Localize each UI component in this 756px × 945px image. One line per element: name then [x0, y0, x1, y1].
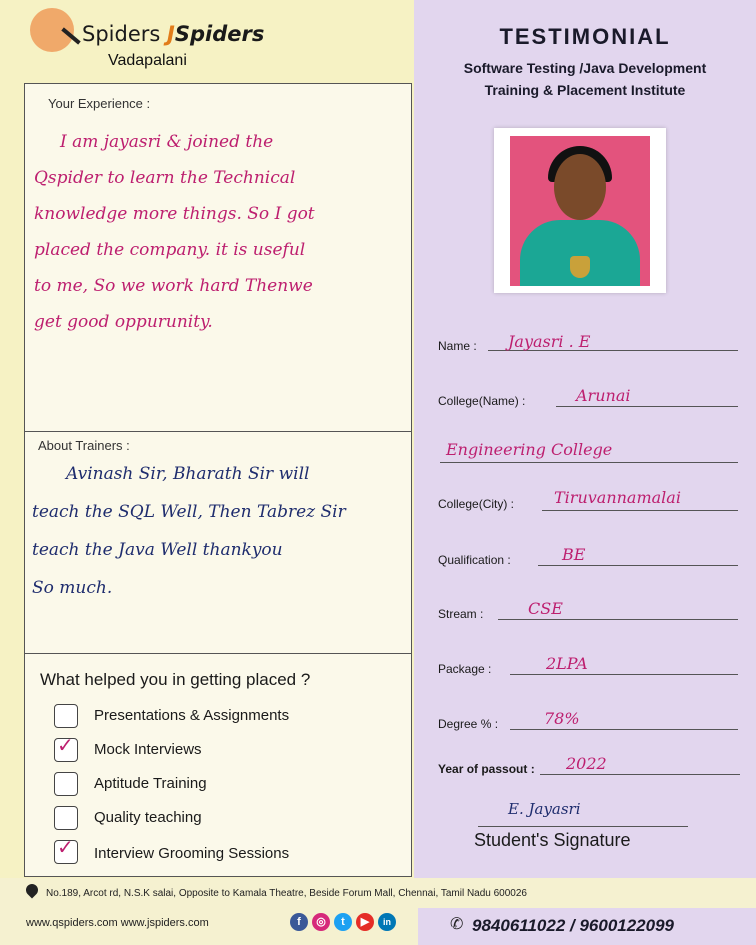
experience-line: placed the company. it is useful: [34, 240, 306, 260]
address-text: No.189, Arcot rd, N.S.K salai, Opposite to Kamala Theatre, Beside Forum Mall, Chennai, Tamil Nadu 600026: [46, 888, 527, 899]
check-mark-icon: ✓: [57, 835, 74, 859]
package-label: Package :: [438, 662, 492, 676]
photo-necklace: [570, 256, 590, 278]
passout-value: 2022: [566, 754, 607, 773]
instagram-icon[interactable]: ◎: [312, 913, 330, 931]
page-title: TESTIMONIAL: [499, 24, 671, 49]
student-photo: [494, 128, 666, 293]
qualification-label: Qualification :: [438, 553, 511, 567]
college-name-label: College(Name) :: [438, 394, 526, 408]
checkbox-grooming[interactable]: [54, 835, 78, 864]
college-city-underline: [542, 510, 738, 511]
experience-label: Your Experience :: [44, 96, 154, 111]
checkbox-mock-interviews[interactable]: [54, 733, 78, 762]
institute-line-2: Training & Placement Institute: [484, 82, 686, 98]
trainers-line: teach the SQL Well, Then Tabrez Sir: [32, 502, 346, 522]
experience-line: knowledge more things. So I got: [34, 204, 315, 224]
experience-line: to me, So we work hard Thenwe: [34, 276, 313, 296]
checkbox-quality-teaching[interactable]: [54, 806, 78, 830]
college-city-label: College(City) :: [438, 497, 515, 511]
signature-underline: [478, 826, 688, 827]
degree-label: Degree % :: [438, 717, 499, 731]
qualification-value: BE: [562, 545, 586, 564]
checkbox-presentations[interactable]: [54, 704, 78, 728]
qualification-underline: [538, 565, 738, 566]
package-underline: [510, 674, 738, 675]
linkedin-icon[interactable]: in: [378, 913, 396, 931]
signature-label: Student's Signature: [474, 830, 631, 850]
name-value: Jayasri . E: [508, 332, 591, 351]
photo-background: [510, 136, 650, 286]
jspiders-name: Spiders: [174, 22, 265, 46]
phone-numbers[interactable]: 9840611022 / 9600122099: [472, 916, 674, 935]
degree-underline: [510, 729, 738, 730]
stream-underline: [498, 619, 738, 620]
college-name-underline-2: [440, 462, 738, 463]
helped-question: What helped you in getting placed ?: [40, 670, 311, 689]
trainers-label: About Trainers :: [34, 438, 134, 453]
youtube-icon[interactable]: ▶: [356, 913, 374, 931]
option-label: Mock Interviews: [94, 741, 202, 758]
option-label: Aptitude Training: [94, 775, 207, 792]
experience-line: I am jayasri & joined the: [60, 132, 274, 152]
college-name-underline: [556, 406, 738, 407]
stream-label: Stream :: [438, 607, 484, 621]
checkbox-aptitude[interactable]: [54, 772, 78, 796]
trainers-line: Avinash Sir, Bharath Sir will: [66, 464, 310, 484]
passout-underline: [540, 774, 740, 775]
twitter-icon[interactable]: t: [334, 913, 352, 931]
websites-text: www.qspiders.com www.jspiders.com: [26, 917, 209, 929]
brand-name: [82, 22, 264, 46]
degree-value: 78%: [544, 709, 580, 728]
option-label: Presentations & Assignments: [94, 707, 290, 724]
passout-label: Year of passout :: [438, 762, 535, 776]
trainers-line: teach the Java Well thankyou: [32, 540, 283, 560]
phone-icon: ✆: [450, 916, 464, 933]
experience-line: Qspider to learn the Technical: [34, 168, 296, 188]
stream-value: CSE: [528, 599, 563, 618]
option-label: Interview Grooming Sessions: [94, 845, 290, 862]
package-value: 2LPA: [546, 654, 588, 673]
qspiders-logo-icon: [30, 8, 74, 52]
name-label: Name :: [438, 339, 477, 353]
qspiders-name: Spiders: [82, 22, 161, 46]
college-name-value: Arunai: [576, 386, 631, 405]
check-mark-icon: ✓: [57, 733, 74, 757]
option-label: Quality teaching: [94, 809, 202, 826]
experience-line: get good oppurunity.: [34, 312, 213, 332]
college-city-value: Tiruvannamalai: [554, 488, 681, 507]
jspiders-j-letter: J: [167, 22, 175, 46]
institute-line-1: Software Testing /Java Development: [463, 60, 707, 76]
college-name-value-2: Engineering College: [446, 440, 613, 459]
student-signature: E. Jayasri: [508, 800, 581, 818]
facebook-icon[interactable]: f: [290, 913, 308, 931]
branch-name: Vadapalani: [108, 52, 187, 69]
photo-face: [554, 154, 606, 220]
trainers-line: So much.: [32, 578, 113, 598]
